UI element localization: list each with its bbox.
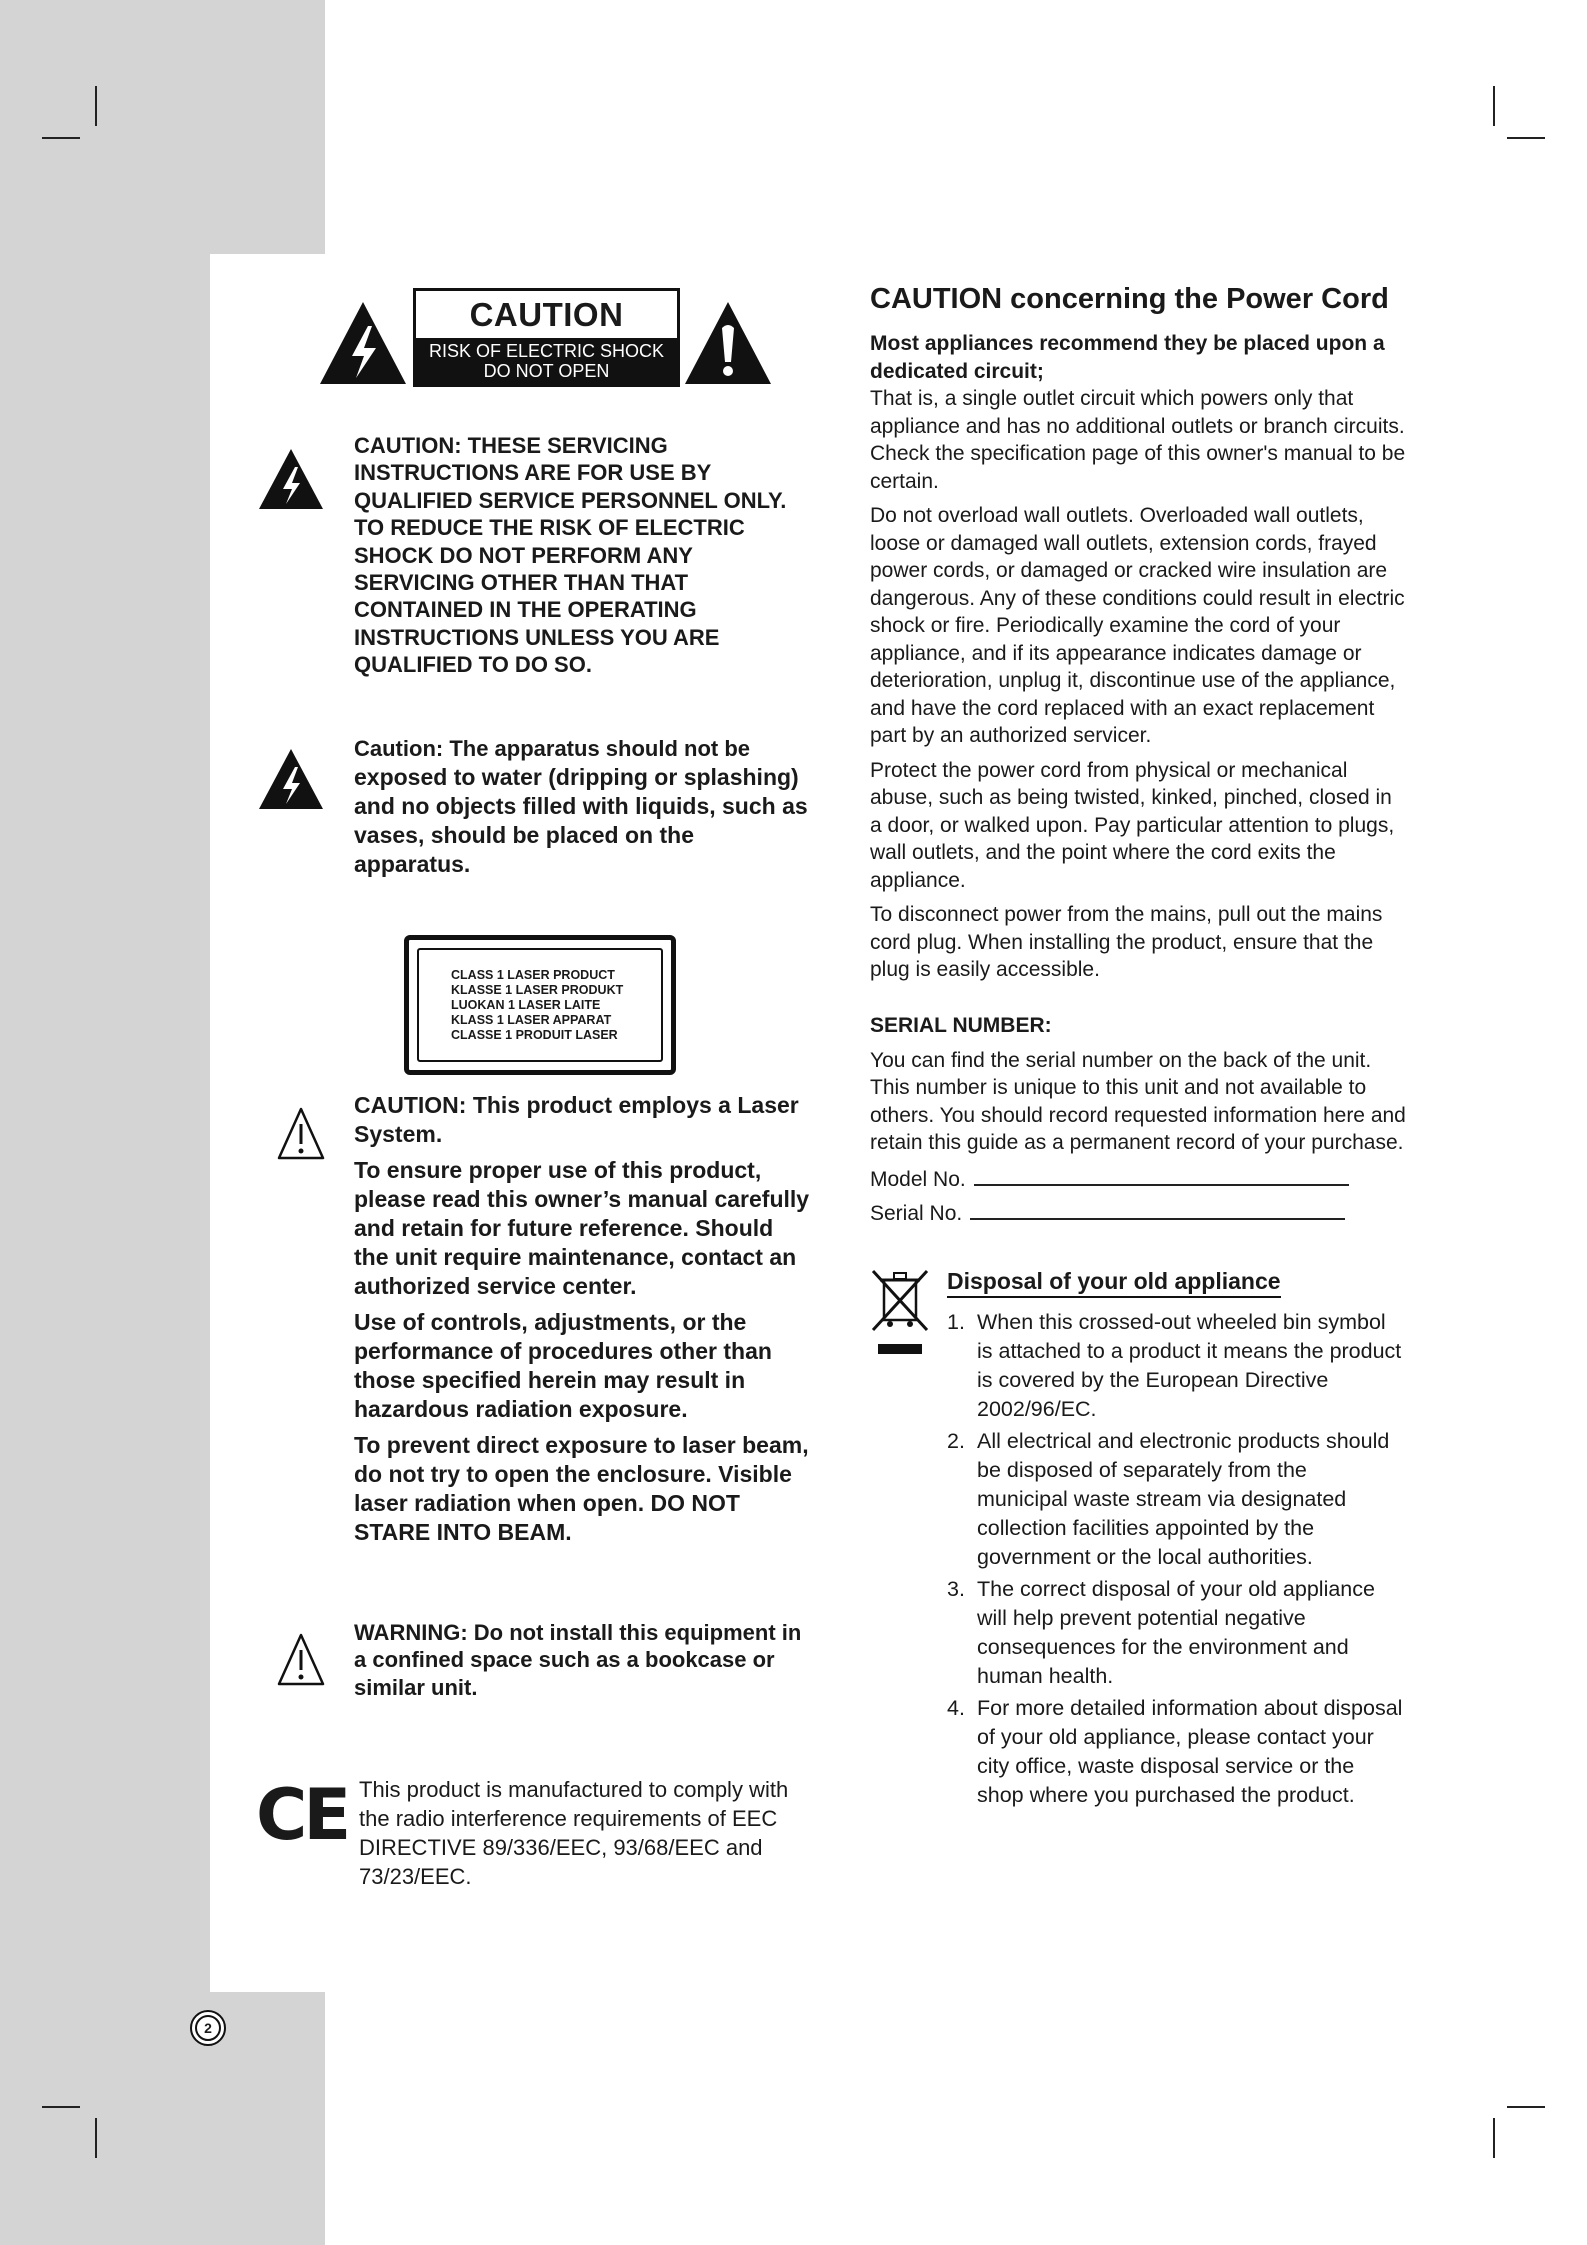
text-line: For more detailed information about disposal bbox=[977, 1696, 1403, 1720]
laser-label-line: KLASSE 1 LASER PRODUKT bbox=[451, 982, 624, 997]
text-line: You can find the serial number on the back of the unit. bbox=[870, 1048, 1372, 1072]
text-line: That is, a single outlet circuit which powers only that bbox=[870, 387, 1354, 410]
text-line: INSTRUCTIONS UNLESS YOU ARE bbox=[354, 624, 720, 650]
text-line: is attached to a product it means the product bbox=[977, 1339, 1402, 1363]
laser-label-line: CLASSE 1 PRODUIT LASER bbox=[451, 1027, 618, 1042]
model-number-blank[interactable] bbox=[974, 1168, 1349, 1186]
text-line: 2002/96/EC. bbox=[977, 1397, 1097, 1421]
section-heading: CAUTION concerning the Power Cord bbox=[870, 283, 1389, 315]
text-line: To disconnect power from the mains, pull out the mains bbox=[870, 903, 1383, 926]
list-item bbox=[947, 1575, 1487, 1691]
servicing-caution bbox=[354, 432, 834, 679]
caution-label-line: DO NOT OPEN bbox=[483, 361, 610, 381]
text-line: STARE INTO BEAM. bbox=[354, 1519, 572, 1545]
serial-label: Serial No. bbox=[870, 1201, 963, 1225]
serial-number-blank[interactable] bbox=[970, 1202, 1345, 1220]
crop-mark bbox=[95, 86, 97, 126]
text-line: INSTRUCTIONS ARE FOR USE BY bbox=[354, 460, 712, 486]
text-line: apparatus. bbox=[354, 851, 471, 877]
text-line: exposed to water (dripping or splashing) bbox=[354, 764, 799, 790]
caution-label bbox=[413, 288, 680, 387]
text-line: hazardous radiation exposure. bbox=[354, 1396, 688, 1422]
list-number: 2. bbox=[947, 1429, 965, 1453]
text-line: city office, waste disposal service or the bbox=[977, 1754, 1355, 1778]
crop-mark bbox=[95, 2118, 97, 2158]
disposal-heading: Disposal of your old appliance bbox=[947, 1266, 1281, 1298]
text-line: cord plug. When installing the product, ensure that the bbox=[870, 930, 1374, 954]
text-line: wall outlets, and the point where the cord exits the bbox=[870, 841, 1336, 864]
text-line: be disposed of separately from the bbox=[977, 1458, 1307, 1482]
text-line: QUALIFIED TO DO SO. bbox=[354, 652, 592, 678]
side-band-left bbox=[0, 254, 210, 1992]
side-band-top bbox=[0, 0, 325, 254]
text-line: plug is easily accessible. bbox=[870, 958, 1100, 981]
model-number-field bbox=[870, 1163, 1470, 1197]
disposal-list bbox=[947, 1308, 1487, 1810]
ce-mark-icon: CE bbox=[256, 1774, 348, 1856]
text-line: loose or damaged wall outlets, extension cords, frayed bbox=[870, 531, 1377, 555]
text-line: QUALIFIED SERVICE PERSONNEL ONLY. bbox=[354, 487, 787, 513]
list-item bbox=[947, 1427, 1487, 1572]
power-cord-section bbox=[870, 283, 1470, 984]
crop-mark bbox=[1493, 2118, 1495, 2158]
text-line: SERVICING OTHER THAN THAT bbox=[354, 570, 689, 596]
serial-number-field bbox=[870, 1197, 1470, 1231]
paragraph bbox=[870, 757, 1470, 895]
page-number bbox=[190, 2010, 226, 2046]
lightning-warning-icon bbox=[318, 300, 408, 386]
subheading bbox=[870, 330, 1470, 385]
text-line: a door, or walked upon. Pay particular attention to plugs, bbox=[870, 813, 1395, 837]
text-line: Caution: The apparatus should not be bbox=[354, 736, 750, 761]
text-line: When this crossed-out wheeled bin symbol bbox=[977, 1310, 1386, 1334]
serial-heading: SERIAL NUMBER: bbox=[870, 1014, 1052, 1037]
caution-label-line: RISK OF ELECTRIC SHOCK bbox=[428, 341, 665, 361]
text-line: power cords, or damaged or cracked wire insulation are bbox=[870, 559, 1388, 582]
text-line: performance of procedures other than bbox=[354, 1338, 772, 1364]
text-line: and retain for future reference. Should bbox=[354, 1215, 774, 1241]
text-line: This product is manufactured to comply with bbox=[359, 1777, 789, 1802]
paragraph bbox=[870, 502, 1470, 750]
text-line: Use of controls, adjustments, or the bbox=[354, 1309, 747, 1335]
text-line: and no objects filled with liquids, such as bbox=[354, 793, 808, 819]
text-line: authorized service center. bbox=[354, 1273, 637, 1299]
list-number: 4. bbox=[947, 1696, 965, 1720]
text-line: the unit require maintenance, contact an bbox=[354, 1244, 797, 1270]
model-label: Model No. bbox=[870, 1167, 966, 1191]
laser-label-line: KLASS 1 LASER APPARAT bbox=[451, 1012, 612, 1027]
text-line: System. bbox=[354, 1121, 443, 1147]
paragraph bbox=[870, 901, 1470, 984]
list-number: 3. bbox=[947, 1577, 965, 1601]
warning-triangle-icon bbox=[276, 1632, 326, 1688]
text-line: human health. bbox=[977, 1664, 1114, 1688]
text-line: The correct disposal of your old appliance bbox=[977, 1577, 1375, 1601]
text-line: This number is unique to this unit and not available to bbox=[870, 1076, 1367, 1099]
caution-label-title: CAUTION bbox=[469, 295, 624, 333]
list-item bbox=[947, 1308, 1487, 1424]
text-line: laser radiation when open. DO NOT bbox=[354, 1490, 740, 1516]
side-band-bottom bbox=[0, 1992, 325, 2245]
crop-mark bbox=[1507, 137, 1545, 139]
text-line: dedicated circuit; bbox=[870, 359, 1044, 383]
laser-label-line: CLASS 1 LASER PRODUCT bbox=[451, 967, 615, 982]
lightning-warning-icon bbox=[258, 748, 324, 810]
text-line: will help prevent potential negative bbox=[977, 1606, 1306, 1630]
installation-warning bbox=[354, 1619, 844, 1701]
text-line: CAUTION: This product employs a Laser bbox=[354, 1092, 799, 1118]
text-line: deterioration, unplug it, discontinue use of the appliance, bbox=[870, 669, 1396, 692]
text-line: retain this guide as a permanent record of your purchase. bbox=[870, 1131, 1404, 1154]
text-line: TO REDUCE THE RISK OF ELECTRIC bbox=[354, 515, 745, 541]
text-line: appliance. bbox=[870, 868, 966, 892]
text-line: others. You should record requested information here and bbox=[870, 1103, 1406, 1127]
text-line: All electrical and electronic products should bbox=[977, 1429, 1390, 1453]
disposal-section bbox=[947, 1266, 1487, 1813]
crossed-bin-icon bbox=[870, 1268, 930, 1358]
text-line: vases, should be placed on the bbox=[354, 822, 694, 848]
page-number-value: 2 bbox=[195, 2015, 221, 2041]
text-line: Check the specification page of this owner's manual to be bbox=[870, 442, 1406, 465]
list-number: 1. bbox=[947, 1310, 965, 1334]
text-line: municipal waste stream via designated bbox=[977, 1487, 1347, 1511]
text-line: To prevent direct exposure to laser beam, bbox=[354, 1432, 809, 1458]
exclamation-warning-icon bbox=[683, 300, 773, 386]
text-line: dangerous. Any of these conditions could result in electric bbox=[870, 586, 1405, 610]
text-line: SHOCK DO NOT PERFORM ANY bbox=[354, 542, 693, 568]
ce-compliance-text bbox=[359, 1775, 849, 1891]
text-line: collection facilities appointed by the bbox=[977, 1516, 1315, 1540]
text-line: do not try to open the enclosure. Visible bbox=[354, 1461, 792, 1487]
text-line: shock or fire. Periodically examine the cord of your bbox=[870, 614, 1341, 637]
list-item bbox=[947, 1694, 1487, 1810]
text-line: certain. bbox=[870, 469, 939, 493]
crop-mark bbox=[1507, 2106, 1545, 2108]
text-line: part by an authorized servicer. bbox=[870, 724, 1152, 747]
text-line: abuse, such as being twisted, kinked, pinched, closed in bbox=[870, 786, 1392, 809]
text-line: appliance and has no additional outlets or branch circuits. bbox=[870, 414, 1405, 438]
text-line: a confined space such as a bookcase or bbox=[354, 1647, 775, 1673]
text-line: 73/23/EEC. bbox=[359, 1864, 472, 1889]
text-line: similar unit. bbox=[354, 1674, 478, 1700]
laser-product-label bbox=[404, 935, 676, 1075]
crop-mark bbox=[1493, 86, 1495, 126]
text-line: To ensure proper use of this product, bbox=[354, 1157, 762, 1183]
paragraph bbox=[870, 385, 1470, 495]
serial-number-section bbox=[870, 1012, 1470, 1231]
crop-mark bbox=[42, 137, 80, 139]
text-line: Protect the power cord from physical or mechanical bbox=[870, 758, 1348, 782]
lightning-warning-icon bbox=[258, 448, 324, 510]
text-line: Do not overload wall outlets. Overloaded wall outlets, bbox=[870, 504, 1364, 527]
laser-caution bbox=[354, 1091, 854, 1547]
text-line: WARNING: Do not install this equipment in bbox=[354, 1620, 802, 1645]
crop-mark bbox=[42, 2106, 80, 2108]
text-line: DIRECTIVE 89/336/EEC, 93/68/EEC and bbox=[359, 1835, 763, 1860]
water-caution bbox=[354, 734, 844, 879]
laser-label-line: LUOKAN 1 LASER LAITE bbox=[451, 997, 601, 1012]
text-line: those specified herein may result in bbox=[354, 1367, 746, 1393]
text-line: government or the local authorities. bbox=[977, 1545, 1313, 1569]
text-line: is covered by the European Directive bbox=[977, 1368, 1329, 1392]
text-line: and have the cord replaced with an exact replacement bbox=[870, 696, 1375, 720]
text-line: please read this owner’s manual carefully bbox=[354, 1186, 810, 1212]
text-line: the radio interference requirements of EEC bbox=[359, 1806, 778, 1831]
text-line: appliance, and if its appearance indicates damage or bbox=[870, 641, 1362, 665]
text-line: shop where you purchased the product. bbox=[977, 1783, 1355, 1807]
text-line: Most appliances recommend they be placed upon a bbox=[870, 332, 1385, 355]
warning-triangle-icon bbox=[276, 1106, 326, 1162]
text-line: CONTAINED IN THE OPERATING bbox=[354, 597, 697, 623]
paragraph bbox=[870, 1047, 1470, 1157]
text-line: CAUTION: THESE SERVICING bbox=[354, 433, 668, 458]
text-line: of your old appliance, please contact your bbox=[977, 1725, 1374, 1749]
text-line: consequences for the environment and bbox=[977, 1635, 1349, 1659]
